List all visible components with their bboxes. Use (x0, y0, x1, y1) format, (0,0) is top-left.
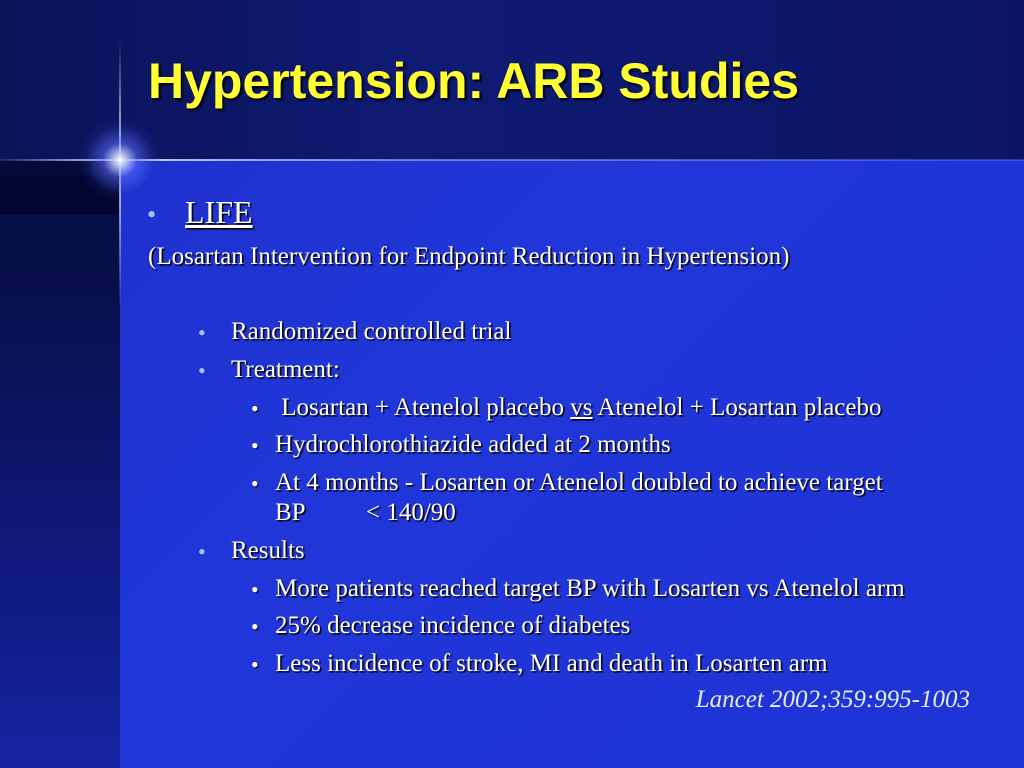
list-item-design: Randomized controlled trial (231, 318, 512, 345)
bullet-dot-icon: • (251, 433, 259, 458)
list-item-treatment-arms (275, 394, 882, 422)
study-fullname: (Losartan Intervention for Endpoint Reduction in Hypertension) (148, 243, 790, 270)
list-item-month4-target: < 140/90 (366, 499, 456, 526)
bullet-dot-icon: • (147, 200, 157, 229)
list-item-month4-bp: BP (275, 499, 306, 526)
bullet-dot-icon: • (251, 577, 259, 602)
study-name: LIFE (185, 194, 253, 230)
citation: Lancet 2002;359:995-1003 (695, 686, 970, 713)
bullet-dot-icon: • (251, 396, 259, 421)
bullet-dot-icon: • (198, 358, 206, 383)
list-item-result: More patients reached target BP with Losarten vs Atenelol arm (275, 575, 905, 602)
list-item-treatment: Treatment: (231, 356, 340, 383)
bullet-dot-icon: • (198, 539, 206, 564)
list-item-result: 25% decrease incidence of diabetes (275, 612, 631, 639)
left-band-stripe (0, 215, 120, 275)
bullet-dot-icon: • (251, 614, 259, 639)
arm-a-text: Losartan + Atenelol placebo (275, 394, 571, 421)
list-item-results: Results (231, 537, 305, 564)
light-flare-icon (80, 120, 160, 200)
list-item-month4: At 4 months - Losarten or Atenelol doubled to achieve target (275, 469, 883, 496)
bullet-dot-icon: • (198, 320, 206, 345)
vs-text: vs (570, 394, 593, 421)
arm-b-text: Atenelol + Losartan placebo (592, 394, 882, 421)
list-item-result: Less incidence of stroke, MI and death in Losarten arm (275, 650, 828, 677)
bullet-dot-icon: • (251, 471, 259, 496)
list-item-hctz: Hydrochlorothiazide added at 2 months (275, 431, 671, 458)
bullet-dot-icon: • (251, 652, 259, 677)
slide-title: Hypertension: ARB Studies (148, 53, 800, 109)
